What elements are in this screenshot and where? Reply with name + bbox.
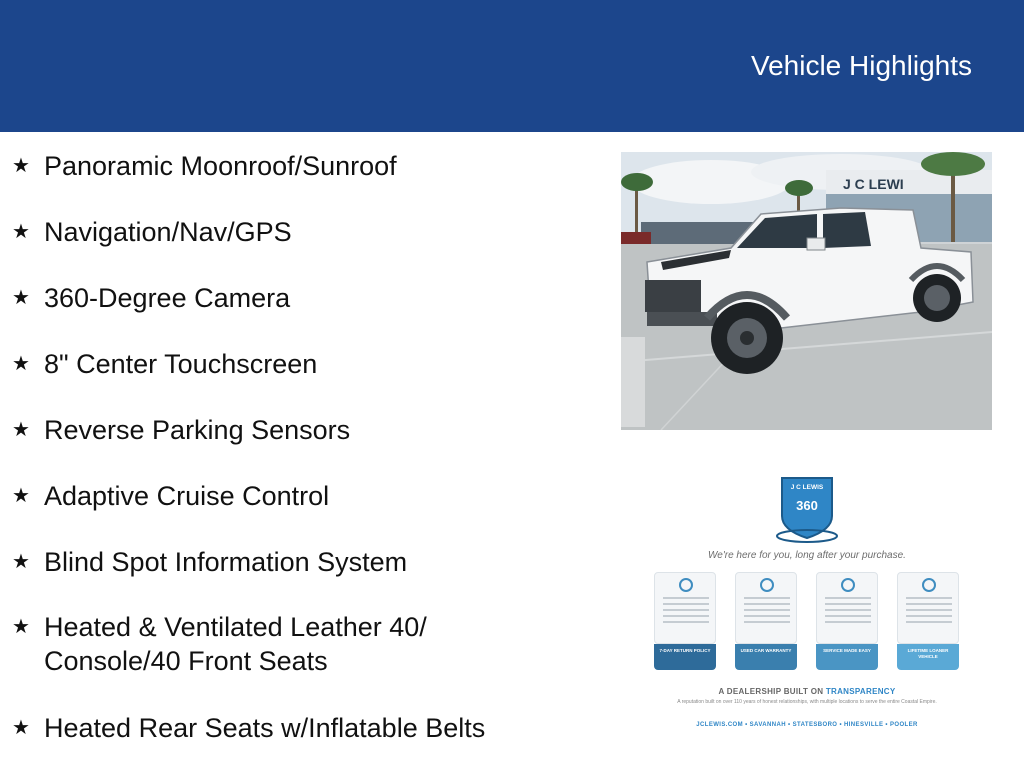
- promo-headline: A DEALERSHIP BUILT ON TRANSPARENCY: [718, 687, 896, 696]
- feature-item: [12, 413, 572, 447]
- vehicle-photo: [621, 152, 992, 430]
- promo-tagline: We're here for you, long after your purchase.: [708, 550, 906, 561]
- feature-item: [12, 149, 572, 183]
- truck-photo-illustration: [621, 152, 992, 430]
- promo-card: [654, 572, 716, 670]
- feature-item: [12, 347, 572, 381]
- feature-text-continued: Console/40 Front Seats: [44, 646, 328, 676]
- feature-text: Heated Rear Seats w/Inflatable Belts: [44, 713, 486, 743]
- feature-text: 360-Degree Camera: [44, 283, 291, 313]
- feature-text: Panoramic Moonroof/Sunroof: [44, 151, 397, 181]
- promo-card: [735, 572, 797, 670]
- dealer-promo: [636, 466, 978, 742]
- feature-item: [12, 711, 572, 745]
- promo-subtext: A reputation built on over 110 years of honest relationships, with multiple locations to serve the entire Coastal Empire.: [677, 699, 937, 705]
- header-bar: [0, 0, 1024, 132]
- promo-highlight: TRANSPARENCY: [825, 687, 896, 696]
- promo-card-label: SERVICE MADE EASY: [823, 648, 871, 653]
- star-icon: ★: [12, 616, 30, 638]
- promo-cards: [654, 572, 960, 672]
- promo-card: [816, 572, 878, 670]
- feature-item: [12, 281, 572, 315]
- star-icon: ★: [12, 155, 30, 177]
- star-icon: ★: [12, 419, 30, 441]
- feature-item: [12, 479, 572, 513]
- promo-card: [897, 572, 959, 670]
- star-icon: ★: [12, 287, 30, 309]
- feature-text: Reverse Parking Sensors: [44, 415, 351, 445]
- feature-item: [12, 215, 572, 249]
- badge-number: 360: [796, 498, 818, 513]
- feature-item: [12, 610, 572, 678]
- feature-item: [12, 545, 572, 579]
- star-icon: ★: [12, 353, 30, 375]
- feature-text: Adaptive Cruise Control: [44, 481, 330, 511]
- feature-text: Navigation/Nav/GPS: [44, 217, 292, 247]
- dealer-sign: J C LEWI: [843, 176, 904, 192]
- badge-brand: J C LEWIS: [790, 484, 824, 491]
- star-icon: ★: [12, 717, 30, 739]
- promo-card-label: 7-DAY RETURN POLICY: [659, 648, 711, 653]
- feature-text: Heated & Ventilated Leather 40/: [44, 612, 427, 642]
- page-title: Vehicle Highlights: [750, 50, 972, 81]
- feature-text: 8" Center Touchscreen: [44, 349, 318, 379]
- promo-links: JCLEWIS.COM • SAVANNAH • STATESBORO • HINESVILLE • POOLER: [696, 722, 918, 728]
- badge-icon: [922, 578, 936, 592]
- promo-card-label: LIFETIME LOANER VEHICLE: [907, 648, 949, 659]
- badge-icon: [679, 578, 693, 592]
- star-icon: ★: [12, 551, 30, 573]
- promo-card-label: USED CAR WARRANTY: [740, 648, 792, 653]
- badge-icon: [841, 578, 855, 592]
- feature-text: Blind Spot Information System: [44, 547, 408, 577]
- star-icon: ★: [12, 221, 30, 243]
- badge-icon: [760, 578, 774, 592]
- star-icon: ★: [12, 485, 30, 507]
